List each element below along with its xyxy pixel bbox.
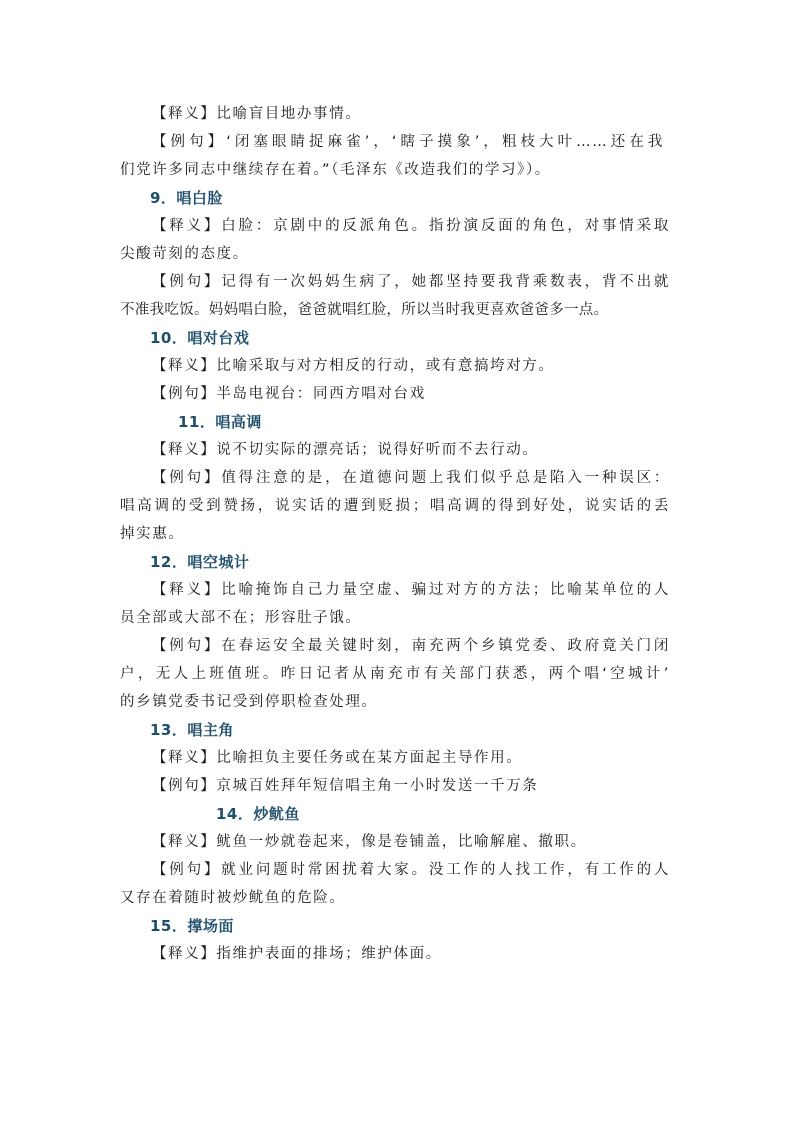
entry-heading: 10．唱对台戏 (150, 329, 250, 347)
example-line: 【例句】值得注意的是，在道德问题上我们似乎总是陷入一种误区： (152, 470, 670, 486)
example-line: 【例句】半岛电视台：同西方唱对台戏 (152, 386, 426, 402)
example-line: 【例句】在春运安全最关键时刻，南充两个乡镇党委、政府竟关门闭 (152, 638, 670, 654)
meaning-line: 【释义】白脸：京剧中的反派角色。指扮演反面的角色，对事情采取 (152, 218, 670, 234)
meaning-line: 【释义】比喻采取与对方相反的行动，或有意搞垮对方。 (152, 358, 555, 374)
meaning-line: 员全部或大部不在；形容肚子饿。 (120, 610, 362, 626)
meaning-line: 【释义】比喻盲目地办事情。 (152, 106, 362, 122)
meaning-line: 【释义】鱿鱼一炒就卷起来，像是卷铺盖，比喻解雇、撤职。 (152, 834, 587, 850)
meaning-line: 【释义】比喻担负主要任务或在某方面起主导作用。 (152, 750, 523, 766)
example-line: 不准我吃饭。妈妈唱白脸，爸爸就唱红脸，所以当时我更喜欢爸爸多一点。 (120, 302, 609, 318)
meaning-line: 【释义】比喻掩饰自己力量空虚、骗过对方的方法；比喻某单位的人 (152, 582, 670, 598)
example-line: 【例句】就业问题时常困扰着大家。没工作的人找工作，有工作的人 (152, 862, 670, 878)
entry-heading: 11．唱高调 (178, 413, 262, 431)
entry-heading: 15．撑场面 (150, 917, 234, 935)
entry-heading: 14．炒鱿鱼 (216, 805, 300, 823)
example-line: 又存在着随时被炒鱿鱼的危险。 (120, 890, 346, 906)
meaning-line: 尖酸苛刻的态度。 (120, 246, 249, 262)
example-line: 掉实惠。 (120, 526, 185, 542)
entry-heading: 9．唱白脸 (150, 189, 223, 207)
example-line: 户，无人上班值班。昨日记者从南充市有关部门获悉，两个唱‘空城计’ (120, 666, 670, 682)
meaning-line: 【释义】指维护表面的排场；维护体面。 (152, 946, 442, 962)
example-line: 们党许多同志中继续存在着。”（毛泽东《改造我们的学习》）。 (120, 162, 551, 178)
example-line: 唱高调的受到赞扬，说实话的遭到贬损；唱高调的得到好处，说实话的丢 (120, 498, 670, 514)
example-line: 【例句】‘闭塞眼睛捉麻雀’，‘瞎子摸象’，粗枝大叶……还在我 (152, 134, 664, 150)
example-line: 的乡镇党委书记受到停职检查处理。 (120, 694, 378, 710)
entry-heading: 13．唱主角 (150, 721, 234, 739)
example-line: 【例句】京城百姓拜年短信唱主角一小时发送一千万条 (152, 778, 539, 794)
example-line: 【例句】记得有一次妈妈生病了，她都坚持要我背乘数表，背不出就 (152, 274, 670, 290)
meaning-line: 【释义】说不切实际的漂亮话；说得好听而不去行动。 (152, 442, 539, 458)
entry-heading: 12．唱空城计 (150, 553, 250, 571)
